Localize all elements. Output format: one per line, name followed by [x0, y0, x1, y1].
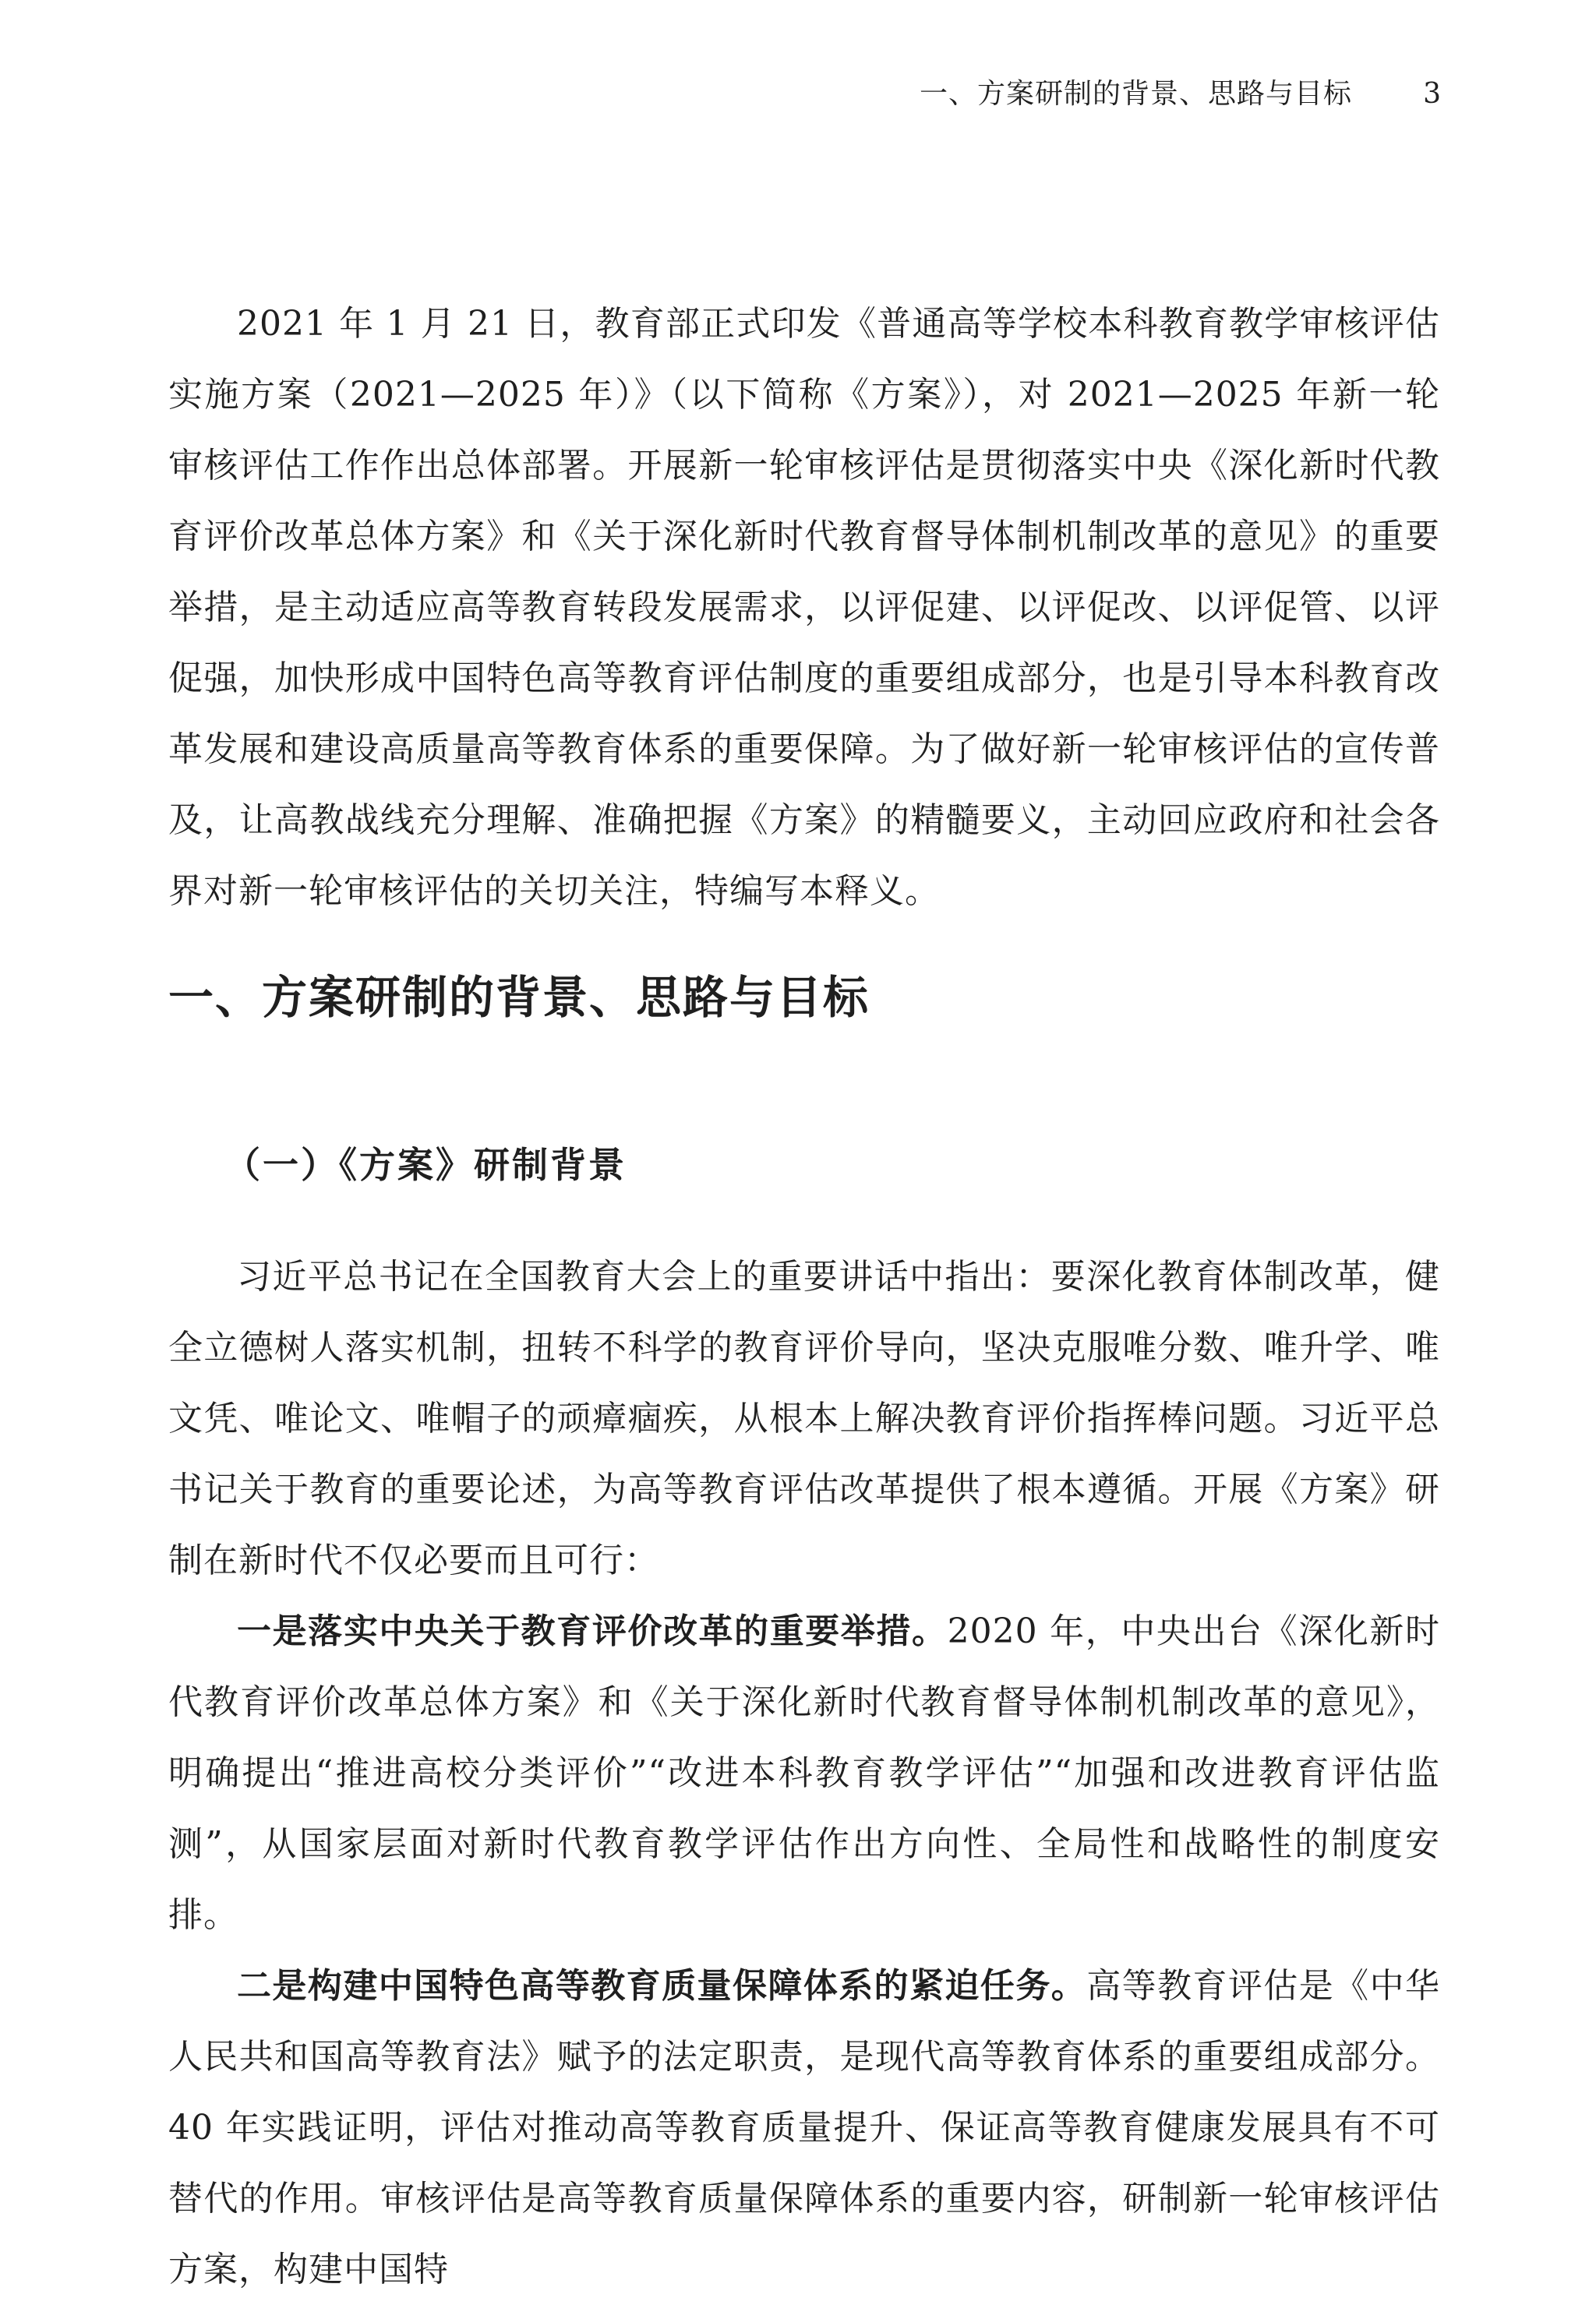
- section-heading: 一、方案研制的背景、思路与目标: [168, 971, 870, 1024]
- paragraph-3-lead: 二是构建中国特色高等教育质量保障体系的紧迫任务。: [237, 1966, 1087, 2006]
- running-header-chapter-title: 一、方案研制的背景、思路与目标: [920, 78, 1353, 110]
- intro-paragraph: 2021 年 1 月 21 日，教育部正式印发《普通高等学校本科教育教学审核评估实施方案（2021—2025 年）》（以下简称《方案》），对 2021—2025 年新一轮审核评估工作作出总体部署。开展新一轮审核评估是贯彻落实中央《深化新时代教育评价改革总体方案》和《关于深化新时代教育督导体制机制改革的意见》的重要举措，是主动适应高等教育转段发展需求，以评促建、以评促改、以评促管、以评促强，加快形成中国特色高等教育评估制度的重要组成部分，也是引导本科教育改革发展和建设高质量高等教育体系的重要保障。为了做好新一轮审核评估的宣传普及，让高教战线充分理解、准确把握《方案》的精髓要义，主动回应政府和社会各界对新一轮审核评估的关切关注，特编写本释义。: [168, 304, 1440, 911]
- subsection-heading: （一）《方案》研制背景: [224, 1144, 627, 1186]
- page-number: 3: [1423, 78, 1442, 110]
- paragraph-3-text: 高等教育评估是《中华人民共和国高等教育法》赋予的法定职责，是现代高等教育体系的重要组成部分。40 年实践证明，评估对推动高等教育质量提升、保证高等教育健康发展具有不可替代的作用。审核评估是高等教育质量保障体系的重要内容，研制新一轮审核评估方案，构建中国特: [168, 1966, 1441, 2289]
- body-text: [168, 1241, 1440, 2305]
- body-paragraph-2: [168, 1596, 1440, 1950]
- paragraph-2-lead: 一是落实中央关于教育评价改革的重要举措。: [237, 1611, 948, 1651]
- body-paragraph-3: [168, 1950, 1440, 2305]
- running-header: [920, 75, 1442, 114]
- body-paragraph-1: 习近平总书记在全国教育大会上的重要讲话中指出：要深化教育体制改革，健全立德树人落实机制，扭转不科学的教育评价导向，坚决克服唯分数、唯升学、唯文凭、唯论文、唯帽子的顽瘴痼疾，从根本上解决教育评价指挥棒问题。习近平总书记关于教育的重要论述，为高等教育评估改革提供了根本遵循。开展《方案》研制在新时代不仅必要而且可行：: [168, 1257, 1440, 1580]
- paragraph-2-text: 2020 年，中央出台《深化新时代教育评价改革总体方案》和《关于深化新时代教育督导体制机制改革的意见》，明确提出“推进高校分类评价”“改进本科教育教学评估”“加强和改进教育评估监测”，从国家层面对新时代教育教学评估作出方向性、全局性和战略性的制度安排。: [168, 1611, 1441, 1935]
